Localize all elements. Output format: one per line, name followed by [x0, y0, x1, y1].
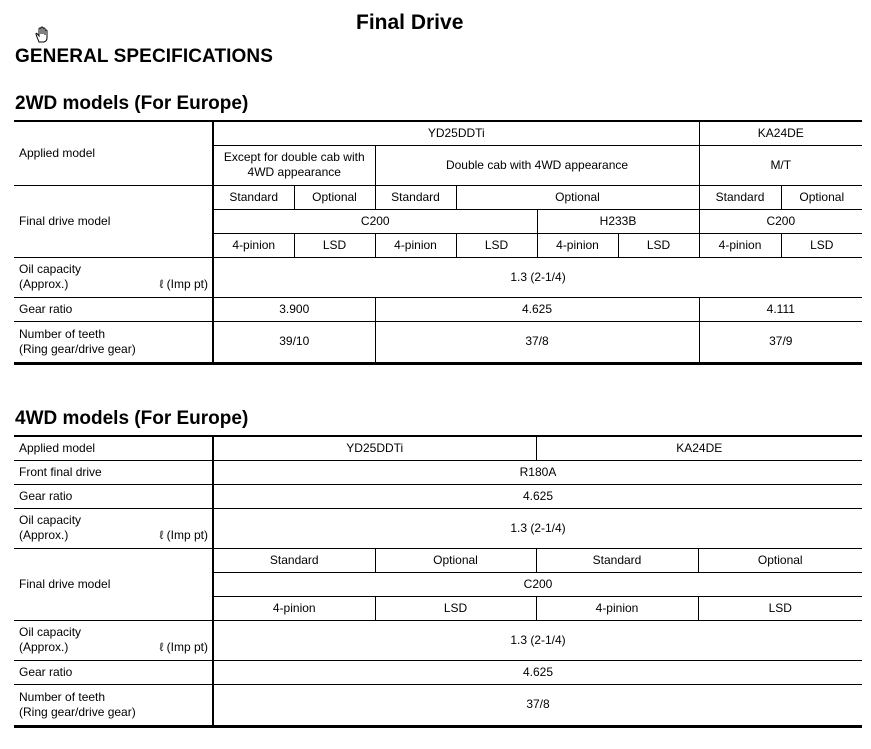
optional-cell: Optional	[698, 548, 862, 572]
oil-capacity-value: 1.3 (2-1/4)	[213, 257, 862, 297]
model-c200: C200	[699, 209, 862, 233]
teeth-label	[14, 684, 213, 726]
page-title: Final Drive	[356, 11, 464, 34]
oil-capacity-approx: (Approx.)	[19, 640, 69, 654]
gear-ratio-label: Gear ratio	[14, 484, 213, 508]
lsd-cell: LSD	[375, 596, 536, 620]
four-pinion-cell: 4-pinion	[537, 233, 618, 257]
oil-capacity-text: Oil capacity	[19, 262, 82, 276]
except-double-cab: Except for double cab with 4WD appearance	[213, 145, 375, 185]
standard-cell: Standard	[536, 548, 698, 572]
teeth-value: 37/9	[699, 321, 862, 363]
oil-capacity-value: 1.3 (2-1/4)	[213, 620, 862, 660]
oil-capacity-text: Oil capacity	[19, 625, 82, 639]
lsd-cell: LSD	[781, 233, 862, 257]
teeth-value: 37/8	[375, 321, 699, 363]
optional-cell: Optional	[781, 185, 862, 209]
four-pinion-cell: 4-pinion	[699, 233, 781, 257]
oil-capacity-text: Oil capacity	[19, 513, 82, 527]
engine-ka24de: KA24DE	[699, 121, 862, 145]
gear-ratio-value: 4.625	[375, 297, 699, 321]
gear-ratio-value: 4.625	[213, 484, 862, 508]
optional-cell: Optional	[375, 548, 536, 572]
lsd-cell: LSD	[294, 233, 375, 257]
double-cab-4wd: Double cab with 4WD appearance	[375, 145, 699, 185]
teeth-label	[14, 321, 213, 363]
model-c200: C200	[213, 572, 862, 596]
oil-capacity-approx: (Approx.)	[19, 528, 69, 542]
final-drive-model-label: Final drive model	[14, 548, 213, 620]
oil-capacity-label	[14, 620, 213, 660]
heading-2wd: 2WD models (For Europe)	[15, 93, 249, 114]
lsd-cell: LSD	[456, 233, 537, 257]
engine-yd25ddti: YD25DDTi	[213, 436, 536, 460]
gear-ratio-value: 4.625	[213, 660, 862, 684]
optional-cell: Optional	[294, 185, 375, 209]
oil-capacity-label	[14, 508, 213, 548]
gear-ratio-label: Gear ratio	[14, 660, 213, 684]
gear-ratio-value: 3.900	[213, 297, 375, 321]
hand-cursor-icon	[33, 26, 51, 44]
heading-4wd: 4WD models (For Europe)	[15, 408, 249, 429]
engine-yd25ddti: YD25DDTi	[213, 121, 699, 145]
section-title: GENERAL SPECIFICATIONS	[15, 46, 274, 67]
front-final-drive-label: Front final drive	[14, 460, 213, 484]
applied-model-label: Applied model	[14, 436, 213, 460]
oil-capacity-unit: ℓ (Imp pt)	[159, 277, 208, 291]
spec-table-4wd	[14, 435, 862, 728]
four-pinion-cell: 4-pinion	[213, 596, 375, 620]
lsd-cell: LSD	[698, 596, 862, 620]
standard-cell: Standard	[213, 185, 294, 209]
lsd-cell: LSD	[618, 233, 699, 257]
front-final-drive-value: R180A	[213, 460, 862, 484]
model-h233b: H233B	[537, 209, 699, 233]
four-pinion-cell: 4-pinion	[213, 233, 294, 257]
standard-cell: Standard	[375, 185, 456, 209]
oil-capacity-label	[14, 257, 213, 297]
four-pinion-cell: 4-pinion	[375, 233, 456, 257]
optional-cell: Optional	[456, 185, 699, 209]
four-pinion-cell: 4-pinion	[536, 596, 698, 620]
model-c200: C200	[213, 209, 537, 233]
oil-capacity-unit: ℓ (Imp pt)	[159, 640, 208, 654]
teeth-label-text: Number of teeth	[19, 326, 106, 341]
standard-cell: Standard	[213, 548, 375, 572]
oil-capacity-approx: (Approx.)	[19, 277, 69, 291]
oil-capacity-value: 1.3 (2-1/4)	[213, 508, 862, 548]
standard-cell: Standard	[699, 185, 781, 209]
final-drive-model-label: Final drive model	[14, 185, 213, 257]
teeth-value: 39/10	[213, 321, 375, 363]
teeth-label-sub: (Ring gear/drive gear)	[19, 341, 136, 356]
oil-capacity-unit: ℓ (Imp pt)	[159, 528, 208, 542]
gear-ratio-value: 4.111	[699, 297, 862, 321]
spec-table-2wd	[14, 120, 862, 365]
engine-ka24de: KA24DE	[536, 436, 862, 460]
transmission-mt: M/T	[699, 145, 862, 185]
teeth-label-sub: (Ring gear/drive gear)	[19, 704, 136, 719]
teeth-value: 37/8	[213, 684, 862, 726]
teeth-label-text: Number of teeth	[19, 689, 106, 704]
gear-ratio-label: Gear ratio	[14, 297, 213, 321]
applied-model-label: Applied model	[14, 121, 213, 185]
